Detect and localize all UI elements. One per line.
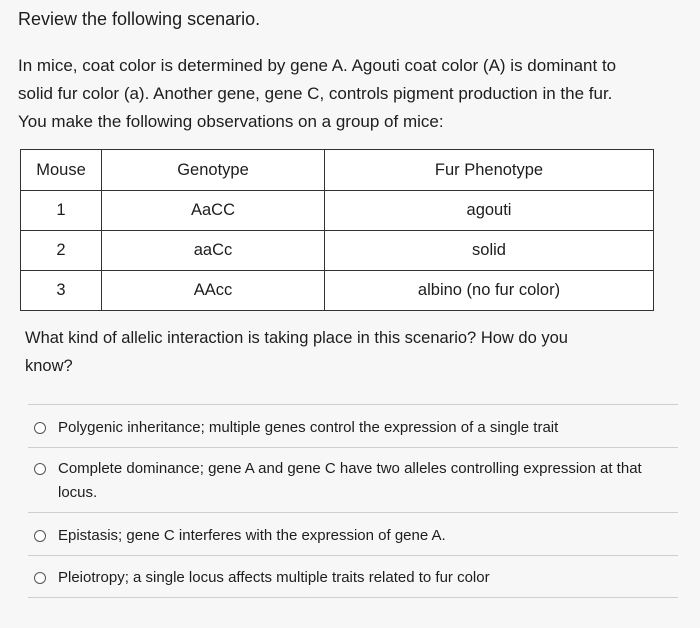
cell-mouse: 2 [21, 231, 102, 271]
option-label: Pleiotropy; a single locus affects multiple traits related to fur color [58, 569, 490, 586]
observations-table [20, 149, 654, 311]
option-divider [28, 555, 678, 556]
radio-button[interactable] [34, 422, 46, 434]
instruction-heading: Review the following scenario. [18, 9, 261, 29]
scenario-line-1: In mice, coat color is determined by gene A. Agouti coat color (A) is dominant to [18, 56, 617, 75]
cell-phenotype: albino (no fur color) [325, 271, 654, 311]
cell-genotype: AAcc [102, 271, 325, 311]
option-label: Polygenic inheritance; multiple genes control the expression of a single trait [58, 419, 559, 436]
cell-genotype: aaCc [102, 231, 325, 271]
table-row [21, 231, 654, 271]
question-line-1: What kind of allelic interaction is taking place in this scenario? How do you [25, 329, 568, 347]
option-pleiotropy[interactable] [28, 566, 678, 597]
option-complete-dominance[interactable] [28, 457, 678, 512]
option-divider [28, 447, 678, 448]
radio-button[interactable] [34, 463, 46, 475]
option-label: Epistasis; gene C interferes with the expression of gene A. [58, 527, 446, 544]
scenario-line-2: solid fur color (a). Another gene, gene C, controls pigment production in the fur. [18, 84, 613, 103]
radio-button[interactable] [34, 572, 46, 584]
cell-genotype: AaCC [102, 191, 325, 231]
cell-mouse: 3 [21, 271, 102, 311]
radio-button[interactable] [34, 530, 46, 542]
cell-phenotype: solid [325, 231, 654, 271]
option-label: Complete dominance; gene A and gene C have two alleles controlling expression at that [58, 460, 642, 477]
option-label-continued: locus. [58, 484, 98, 501]
option-divider [28, 512, 678, 513]
table-row [21, 191, 654, 231]
question-text [25, 324, 645, 380]
cell-mouse: 1 [21, 191, 102, 231]
option-divider [28, 597, 678, 598]
scenario-text [18, 52, 678, 136]
question-line-2: know? [25, 357, 73, 375]
table-row [21, 271, 654, 311]
answer-options [28, 404, 678, 598]
table-header-row [21, 150, 654, 191]
option-polygenic[interactable] [28, 416, 678, 447]
header-mouse: Mouse [21, 150, 102, 191]
header-genotype: Genotype [102, 150, 325, 191]
header-fur-phenotype: Fur Phenotype [325, 150, 654, 191]
cell-phenotype: agouti [325, 191, 654, 231]
option-divider [28, 404, 678, 405]
option-epistasis[interactable] [28, 524, 678, 555]
scenario-line-3: You make the following observations on a group of mice: [18, 112, 444, 131]
